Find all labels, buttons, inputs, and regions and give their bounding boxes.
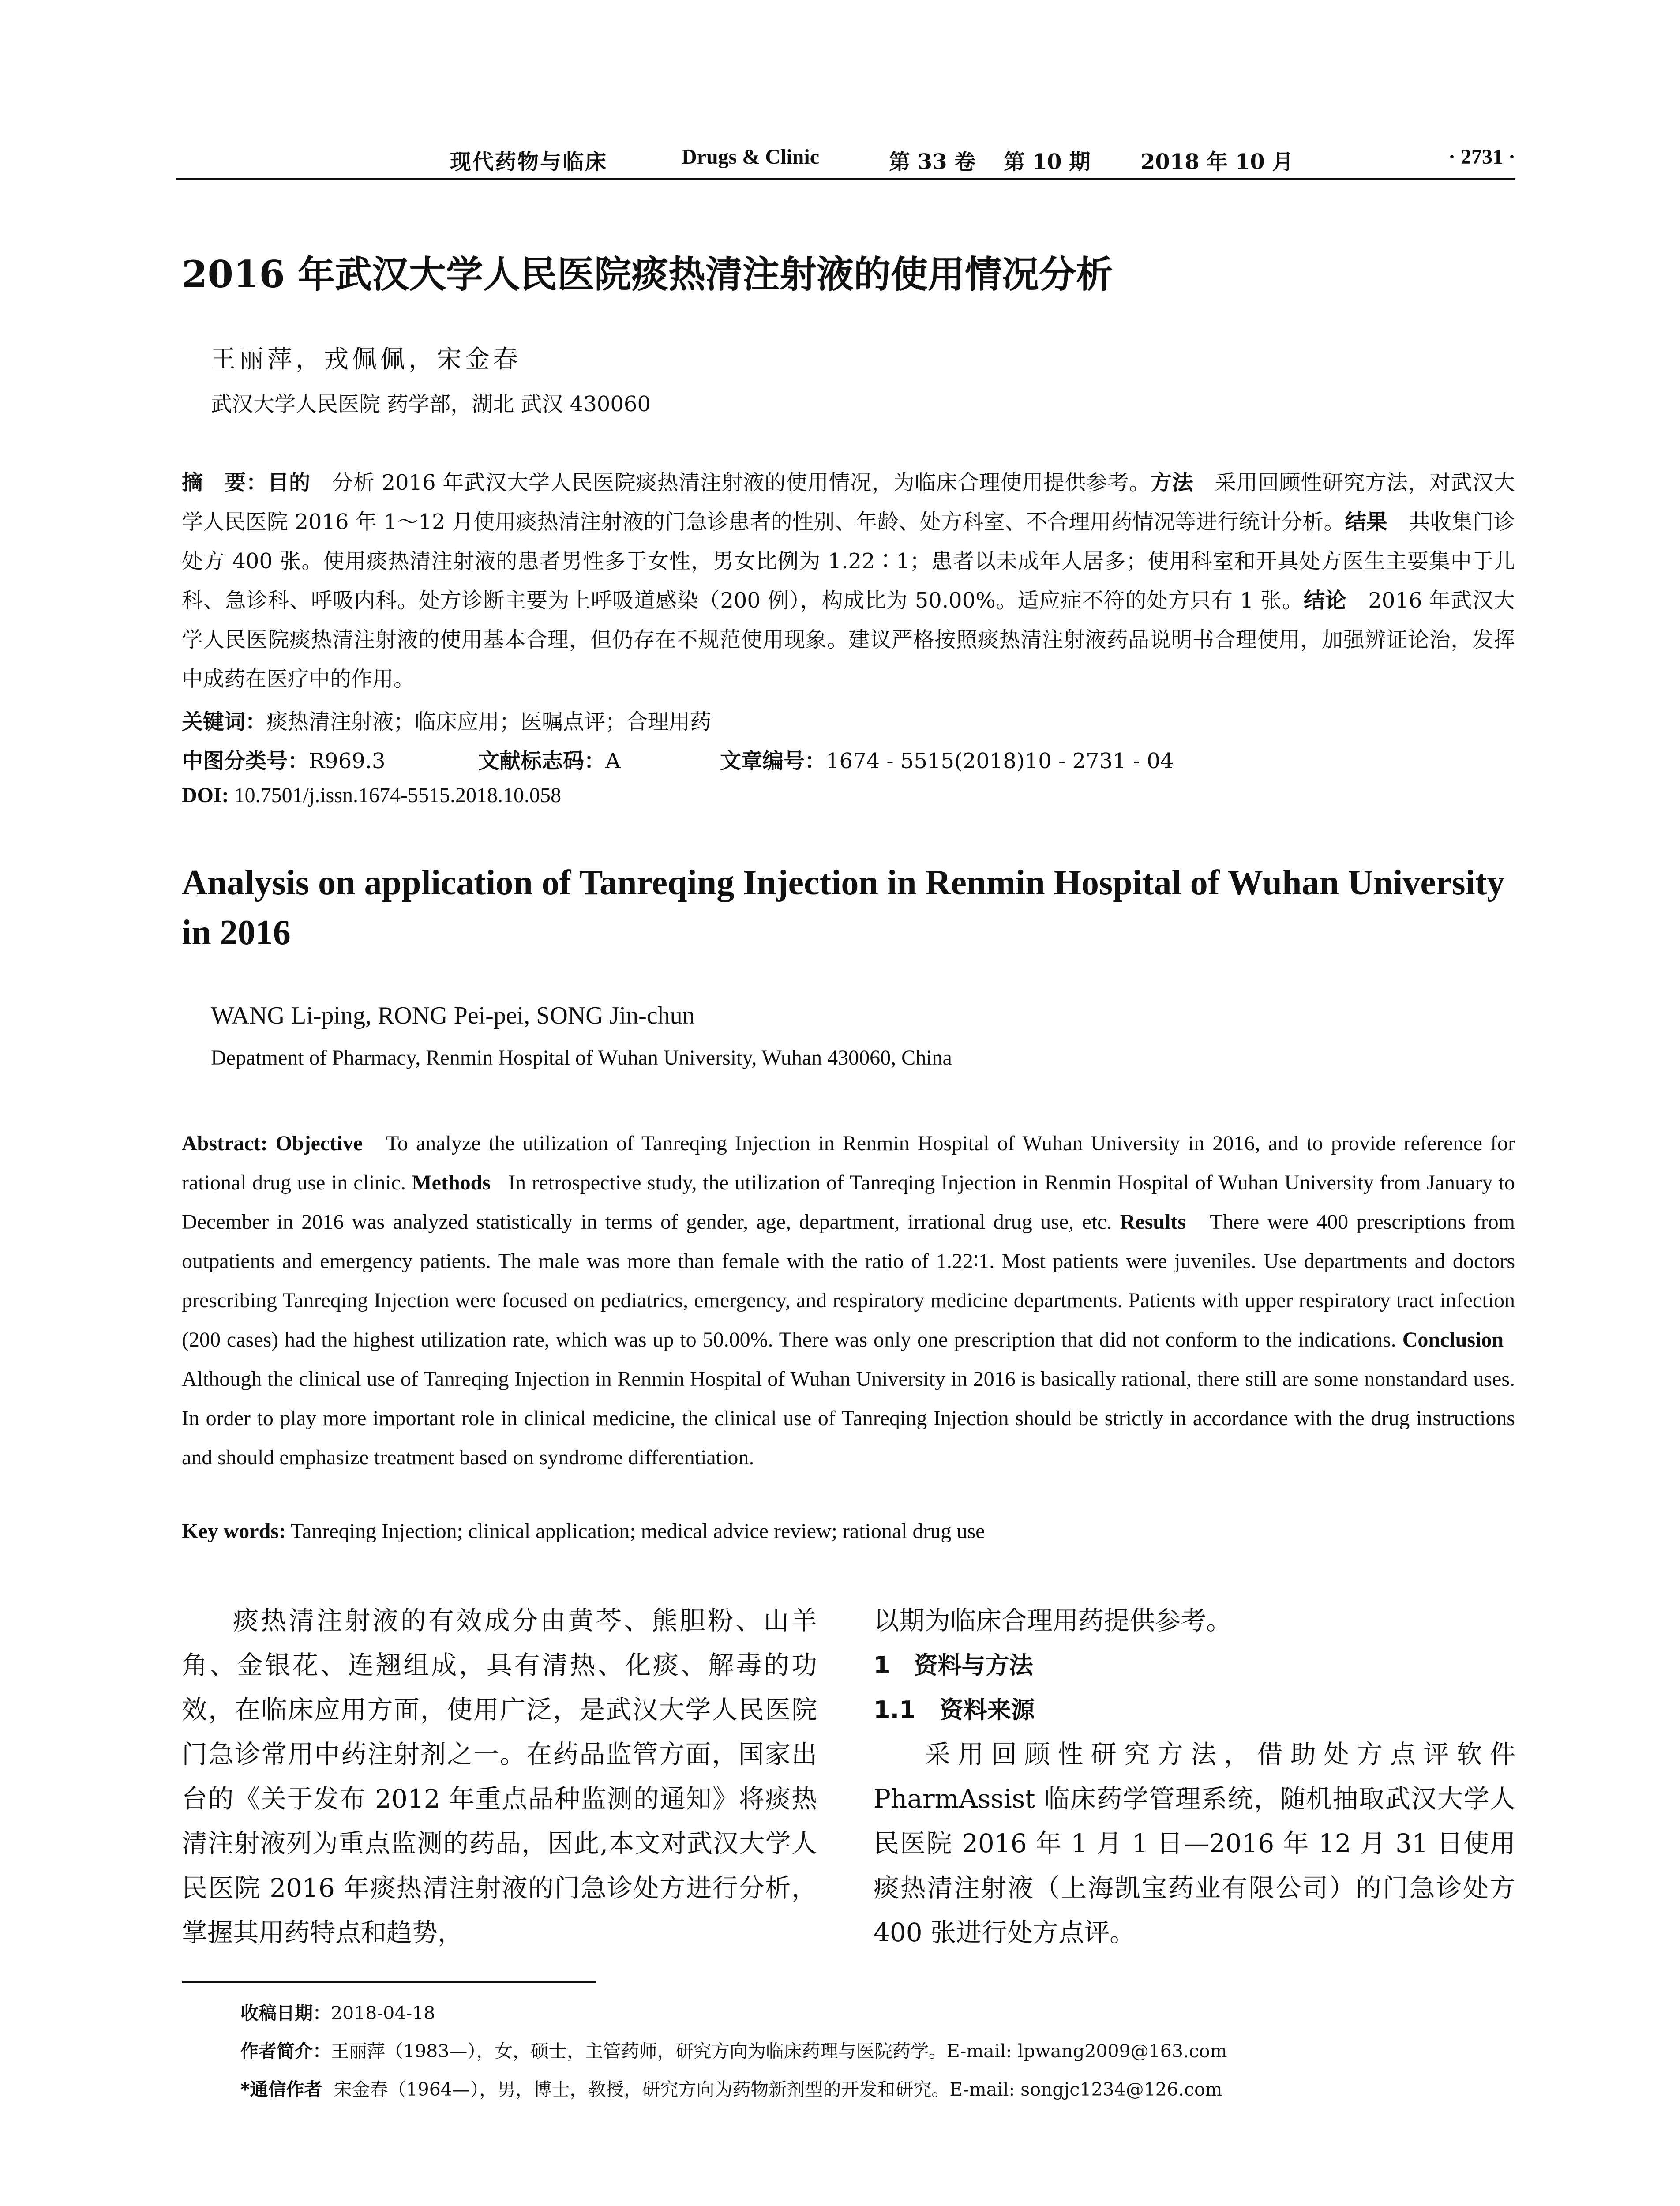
article-number-label: 文章编号：: [720, 749, 826, 773]
section-heading-1-1: 1.1 资料来源: [874, 1696, 1035, 1724]
abstract-en: [182, 1124, 1515, 1477]
keywords-en-text: Tanreqing Injection; clinical application; medical advice review; rational drug use: [291, 1519, 985, 1543]
clc-value: R969.3: [309, 749, 386, 773]
journal-name-en: Drugs & Clinic: [682, 145, 819, 169]
doi: [182, 783, 561, 807]
abstract-cn-results: 共收集门诊处方 400 张。使用痰热清注射液的患者男性多于女性，男女比例为 1.22∶1；患者以未成年人居多；使用科室和开具处方医生主要集中于儿科、急诊科、呼吸内科。处方诊断主要为上呼吸道感染（200 例），构成比为 50.00%。适应症不符的处方只有 1 张。: [182, 510, 1515, 613]
clc-label: 中图分类号：: [182, 749, 309, 773]
body-right-column: [874, 1598, 1515, 1955]
journal-volume: 第 33 卷: [889, 150, 976, 174]
keywords-cn: [182, 705, 711, 735]
keywords-en-label: Key words:: [182, 1519, 286, 1543]
keywords-cn-label: 关键词：: [182, 709, 267, 734]
bio-text: 王丽萍（1983—），女，硕士，主管药师，研究方向为临床药理与医院药学。E-mail: lpwang2009@163.com: [331, 2041, 1227, 2062]
abstract-en-results-label: Results: [1120, 1210, 1186, 1234]
paper-title-en: Analysis on application of Tanreqing Injection in Renmin Hospital of Wuhan University in 2016: [182, 863, 1505, 952]
abstract-cn: [182, 463, 1515, 699]
running-header: [176, 142, 1515, 180]
doi-label: DOI:: [182, 784, 229, 807]
keywords-en: [182, 1519, 985, 1543]
section-heading-1: 1 资料与方法: [874, 1651, 1033, 1679]
footnote-corresponding-author: [240, 2075, 1222, 2101]
abstract-en-conclusion-label: Conclusion: [1402, 1328, 1504, 1351]
affiliation-cn: 武汉大学人民医院 药学部，湖北 武汉 430060: [211, 392, 651, 416]
body-paragraph-data-source: 采用回顾性研究方法，借助处方点评软件 PharmAssist 临床药学管理系统，随机抽取武汉大学人民医院 2016 年 1 月 1 日—2016 年 12 月 31 日使用痰热清注射液（上海凯宝药业有限公司）的门急诊处方 400 张进行处方点评。: [874, 1739, 1515, 1947]
abstract-en-conclusion: Although the clinical use of Tanreqing Injection in Renmin Hospital of Wuhan University in 2016 is basically rational, there still are some nonstandard uses. In order to play more important role in clinical medicine, the clinical use of Tanreqing Injection should be strictly in accordance with the drug instructions and should emphasize treatment based on syndrome differentiation.: [182, 1367, 1515, 1469]
doc-code-value: A: [605, 749, 621, 773]
abstract-en-methods-label: Methods: [412, 1171, 491, 1194]
article-number-value: 1674 - 5515(2018)10 - 2731 - 04: [826, 749, 1174, 773]
abstract-en-label: Abstract:: [182, 1132, 268, 1155]
bio-label: 作者简介：: [240, 2041, 331, 2062]
footnote-received-date: [240, 1999, 435, 2025]
corr-label: *通信作者: [240, 2079, 322, 2100]
abstract-cn-conclusion-label: 结论: [1303, 588, 1347, 613]
abstract-cn-label: 摘 要：: [182, 470, 268, 495]
doc-code-label: 文献标志码：: [478, 749, 606, 773]
received-value: 2018-04-18: [331, 2003, 435, 2024]
abstract-cn-objective-label: 目的: [267, 470, 311, 495]
footnote-divider: [182, 1981, 596, 1983]
journal-name-cn: 现代药物与临床: [450, 150, 608, 174]
abstract-cn-methods-label: 方法: [1151, 470, 1194, 495]
corr-text: 宋金春（1964—），男，博士，教授，研究方向为药物新剂型的开发和研究。E-mail: songjc1234@126.com: [334, 2079, 1222, 2100]
affiliation-en: Depatment of Pharmacy, Renmin Hospital of Wuhan University, Wuhan 430060, China: [211, 1046, 952, 1069]
abstract-cn-objective: 分析 2016 年武汉大学人民医院痰热清注射液的使用情况，为临床合理使用提供参考。: [332, 470, 1151, 495]
journal-date: 2018 年 10 月: [1140, 150, 1294, 174]
abstract-en-methods: In retrospective study, the utilization of Tanreqing Injection in Renmin Hospital of Wuhan University from January to December in 2016 was analyzed statistically in terms of gender, age, department, irrational drug use, etc.: [182, 1171, 1515, 1234]
keywords-cn-text: 痰热清注射液；临床应用；医嘱点评；合理用药: [266, 709, 712, 734]
abstract-en-objective: To analyze the utilization of Tanreqing Injection in Renmin Hospital of Wuhan University in 2016, and to provide reference for rational drug use in clinic.: [182, 1132, 1515, 1194]
abstract-en-objective-label: Objective: [275, 1132, 363, 1155]
article-number-field: [720, 744, 1174, 774]
classification-row: [182, 744, 1515, 775]
abstract-en-results: There were 400 prescriptions from outpatients and emergency patients. The male was more than female with the ratio of 1.22∶1. Most patients were juveniles. Use departments and doctors prescribing Tanreqing Injection were focused on pediatrics, emergency, and respiratory medicine departments. Patients with upper respiratory tract infection (200 cases) had the highest utilization rate, which was up to 50.00%. There was only one prescription that did not conform to the indications.: [182, 1210, 1515, 1351]
abstract-cn-conclusion: 2016 年武汉大学人民医院痰热清注射液的使用基本合理，但仍存在不规范使用现象。建议严格按照痰热清注射液药品说明书合理使用，加强辨证论治，发挥中成药在医疗中的作用。: [182, 588, 1515, 691]
body-continuation: 以期为临床合理用药提供参考。: [874, 1606, 1232, 1636]
clc-field: [182, 744, 386, 774]
received-label: 收稿日期：: [240, 2003, 331, 2024]
paper-title-cn: 2016 年武汉大学人民医院痰热清注射液的使用情况分析: [182, 252, 1114, 296]
doc-code-field: [478, 744, 621, 774]
abstract-cn-methods: 采用回顾性研究方法，对武汉大学人民医院 2016 年 1～12 月使用痰热清注射液的门急诊患者的性别、年龄、处方科室、不合理用药情况等进行统计分析。: [182, 470, 1515, 534]
abstract-cn-results-label: 结果: [1345, 510, 1388, 534]
authors-cn: 王丽萍，戎佩佩，宋金春: [211, 345, 521, 374]
journal-issue: 第 10 期: [1004, 150, 1091, 174]
body-left-column: 痰热清注射液的有效成分由黄芩、熊胆粉、山羊角、金银花、连翘组成，具有清热、化痰、解毒的功效，在临床应用方面，使用广泛，是武汉大学人民医院门急诊常用中药注射剂之一。在药品监管方面，国家出台的《关于发布 2012 年重点品种监测的通知》将痰热清注射液列为重点监测的药品，因此,本文对武汉大学人民医院 2016 年痰热清注射液的门急诊处方进行分析，掌握其用药特点和趋势，: [182, 1606, 817, 1947]
doi-link[interactable]: 10.7501/j.issn.1674-5515.2018.10.058: [234, 784, 562, 807]
page-number: · 2731 ·: [1448, 145, 1515, 169]
footnote-author-bio: [240, 2037, 1227, 2063]
authors-en: WANG Li-ping, RONG Pei-pei, SONG Jin-chun: [211, 1002, 695, 1029]
